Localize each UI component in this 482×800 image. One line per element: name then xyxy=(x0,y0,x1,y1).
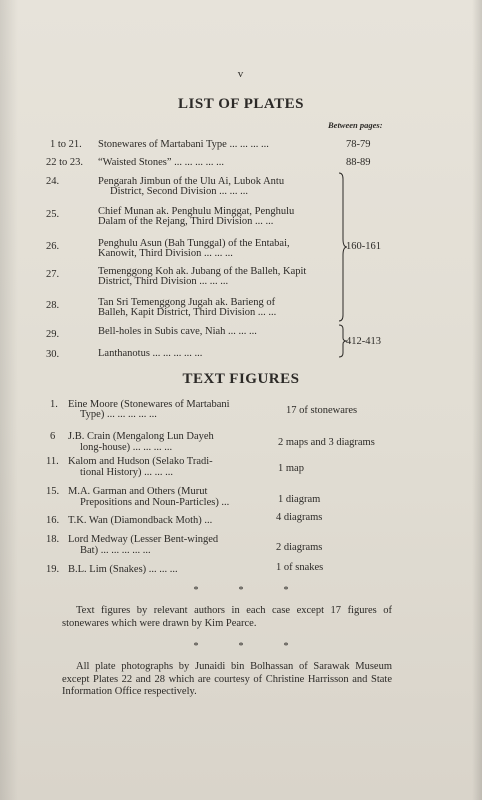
figure-result: 1 map xyxy=(278,463,304,474)
plate-pages: 160-161 xyxy=(346,241,381,252)
note-photographs: All plate photographs by Junaidi bin Bolhassan of Sarawak Museum except Plates 22 and 28 which are courtesy of Christine Harrisson and State Information Office respectively. xyxy=(62,661,392,697)
figure-author-line: T.K. Wan (Diamondback Moth) ... xyxy=(68,515,213,526)
separator-star: * xyxy=(238,641,244,652)
figure-author-line: Bat) ... ... ... ... ... xyxy=(80,545,151,556)
plate-title-line: Balleh, Kapit District, Third Division ... ... xyxy=(98,307,277,318)
figure-author-line: B.L. Lim (Snakes) ... ... ... xyxy=(68,564,178,575)
plate-title-line: Pengarah Jimbun of the Ulu Ai, Lubok Antu xyxy=(98,176,285,187)
figure-number: 11. xyxy=(46,456,59,467)
figure-author-line: tional History) ... ... ... xyxy=(80,467,174,478)
figure-author-line: Kalom and Hudson (Selako Tradi- xyxy=(68,456,213,467)
figure-author-line: long-house) ... ... ... ... xyxy=(80,442,173,453)
plate-number: 1 to 21. xyxy=(50,139,82,150)
plate-pages: 412-413 xyxy=(346,336,381,347)
plate-number: 30. xyxy=(46,349,60,360)
figure-number: 16. xyxy=(46,515,60,526)
figure-author-line: Type) ... ... ... ... ... xyxy=(80,409,157,420)
plate-number: 22 to 23. xyxy=(46,157,84,168)
separator-star: * xyxy=(238,585,244,596)
plate-title-line: Penghulu Asun (Bah Tunggal) of the Entabai, xyxy=(98,238,290,249)
plate-pages: 78-79 xyxy=(346,139,371,150)
page-number: v xyxy=(237,68,245,80)
figure-result: 2 diagrams xyxy=(276,542,323,553)
figures-heading: TEXT FIGURES xyxy=(182,371,300,387)
between-pages-label: Between pages: xyxy=(328,120,383,130)
separator-star: * xyxy=(283,585,289,596)
figure-number: 15. xyxy=(46,486,60,497)
plate-title-line: District, Second Division ... ... ... xyxy=(110,186,248,197)
brace-icon xyxy=(338,325,348,357)
separator-star: * xyxy=(283,641,289,652)
plates-heading: LIST OF PLATES xyxy=(178,96,304,112)
figure-result: 1 of snakes xyxy=(276,562,324,573)
figure-number: 18. xyxy=(46,534,60,545)
figure-number: 6 xyxy=(50,431,56,442)
figure-author-line: Lord Medway (Lesser Bent-winged xyxy=(68,534,219,545)
plate-title-line: Tan Sri Temenggong Jugah ak. Barieng of xyxy=(98,297,276,308)
separator-stars xyxy=(0,641,482,652)
plate-number: 26. xyxy=(46,241,60,252)
figure-result: 4 diagrams xyxy=(276,512,323,523)
plate-number: 28. xyxy=(46,300,60,311)
separator-star: * xyxy=(193,585,199,596)
plate-number: 24. xyxy=(46,176,60,187)
figure-result: 17 of stonewares xyxy=(286,405,358,416)
note-figures: Text figures by relevant authors in each case except 17 figures of stonewares which were drawn by Kim Pearce. xyxy=(62,605,392,629)
plate-title-line: District, Third Division ... ... ... xyxy=(98,276,229,287)
figure-number: 1. xyxy=(50,399,58,410)
plate-title: Lanthanotus ... ... ... ... ... xyxy=(98,348,203,359)
figure-author-line: Prepositions and Noun-Particles) ... xyxy=(80,497,230,508)
figure-author-line: M.A. Garman and Others (Murut xyxy=(68,486,208,497)
figure-author-line: Eine Moore (Stonewares of Martabani xyxy=(68,399,230,410)
plate-number: 25. xyxy=(46,209,60,220)
plate-number: 29. xyxy=(46,329,60,340)
plate-title: Bell-holes in Subis cave, Niah ... ... ... xyxy=(98,326,257,337)
plate-title: Stonewares of Martabani Type ... ... ... ... xyxy=(98,139,269,150)
brace-icon xyxy=(338,173,348,321)
figure-result: 1 diagram xyxy=(278,494,321,505)
plate-title-line: Chief Munan ak. Penghulu Minggat, Penghulu xyxy=(98,206,295,217)
separator-stars xyxy=(0,585,482,596)
plate-pages: 88-89 xyxy=(346,157,371,168)
plate-title-line: Dalam of the Rejang, Third Division ... ... xyxy=(98,216,274,227)
figure-author-line: J.B. Crain (Mengalong Lun Dayeh xyxy=(68,431,214,442)
plate-title-line: Temenggong Koh ak. Jubang of the Balleh, Kapit xyxy=(98,266,307,277)
plate-title-line: Kanowit, Third Division ... ... ... xyxy=(98,248,233,259)
figure-number: 19. xyxy=(46,564,60,575)
separator-star: * xyxy=(193,641,199,652)
plate-title: “Waisted Stones” ... ... ... ... ... xyxy=(98,157,225,168)
plate-number: 27. xyxy=(46,269,60,280)
figure-result: 2 maps and 3 diagrams xyxy=(278,437,375,448)
